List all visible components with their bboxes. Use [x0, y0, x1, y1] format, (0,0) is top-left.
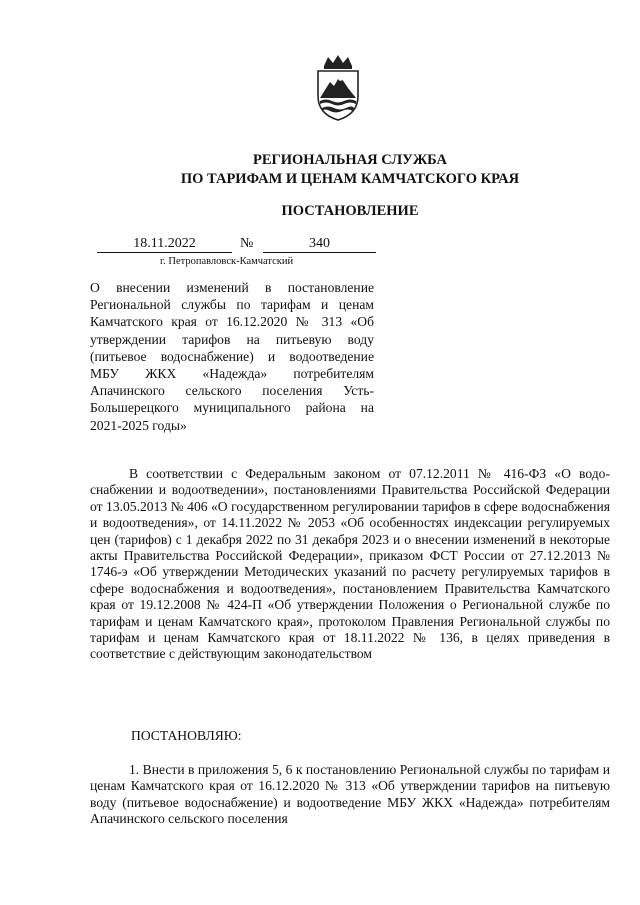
org-line-2: ПО ТАРИФАМ И ЦЕНАМ КАМЧАТСКОГО КРАЯ [180, 171, 520, 187]
number-sign: № [240, 236, 254, 251]
organization-name [60, 151, 640, 189]
document-type: ПОСТАНОВЛЕНИЕ [281, 203, 419, 219]
document-number-row [0, 235, 640, 255]
org-line-1: РЕГИОНАЛЬНАЯ СЛУЖБА [252, 152, 448, 168]
document-subject: О внесении изменений в постановление Региональной службы по тарифам и ценам Камчатского края от 16.12.2020 № 313 «Об утверждении тарифов на питьевую воду (питьевое водоснабжение) и водоотведение МБУ ЖКХ «Надежда» потребителям Апачинского сельского поселения Усть-Большерецкого муниципального района на 2021-2025 годы» [90, 280, 374, 433]
document-date: 18.11.2022 [97, 235, 232, 253]
kamchatka-coat-of-arms-icon [312, 54, 364, 122]
decree-word: ПОСТАНОВЛЯЮ: [131, 728, 242, 743]
document-city: г. Петропавловск-Камчатский [160, 256, 294, 267]
item-1-paragraph: 1. Внести в приложения 5, 6 к постановлению Региональной службы по тарифам и ценам Камчатского края от 16.12.2020 № 313 «Об утверждении тарифов на питьевую воду (питьевое водоснабжение) и водоотведение МБУ ЖКХ «Надежда» потребителям Апачинского сельского поселения [90, 762, 610, 827]
document-number: 340 [263, 235, 376, 253]
preamble-paragraph: В соответствии с Федеральным законом от 07.12.2011 № 416-ФЗ «О водо-снабжении и водоотведении», постановлениями Правительства Российской Федерации от 13.05.2013 № 406 «О государственном регулировании тарифов в сфере водоснабжения и водоотведения», от 14.11.2022 № 2053 «Об особенностях индексации регулируемых цен (тарифов) с 1 декабря 2022 по 31 декабря 2023 и о внесении изменений в некоторые акты Правительства Российской Федерации», приказом ФСТ России от 27.12.2013 № 1746-э «Об утверждении Методических указаний по расчету регулируемых тарифов в сфере водоснабжения и водоотведения», постановлением Правительства Камчатского края от 19.12.2008 № 424-П «Об утверждении Положения о Региональной службе по тарифам и ценам Камчатского края», протоколом Правления Региональной службы по тарифам и ценам Камчатского края от 18.11.2022 № 136, в целях приведения в соответствие с действующим законодательством [90, 466, 610, 662]
